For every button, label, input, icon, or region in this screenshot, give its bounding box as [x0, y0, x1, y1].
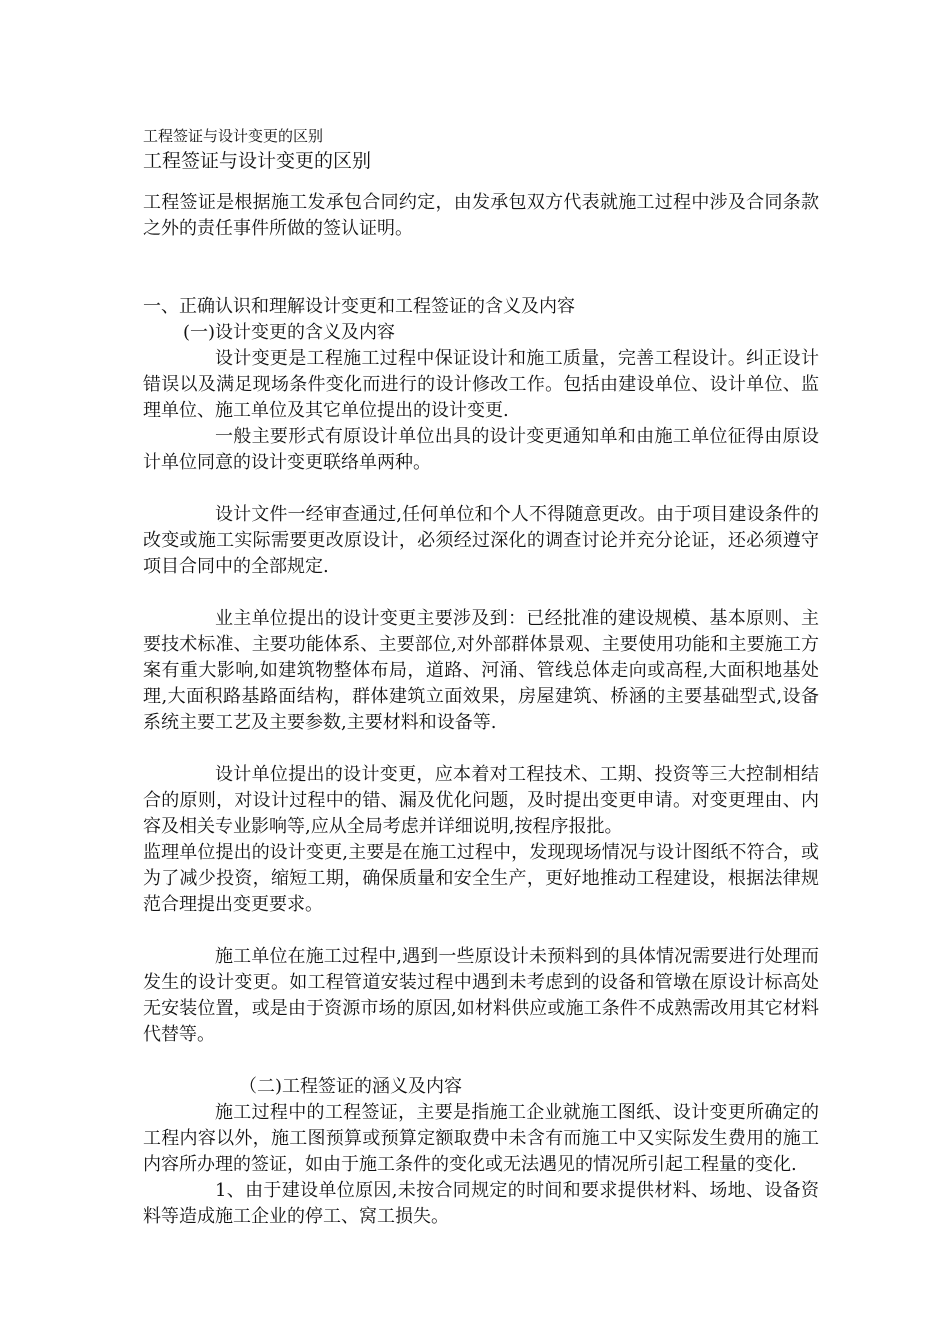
paragraph-3: 设计文件一经审查通过,任何单位和个人不得随意更改。由于项目建设条件的改变或施工实际需要更改原设计，必须经过深化的调查讨论并充分论证，还必须遵守项目合同中的全部规定.: [143, 504, 819, 577]
subsection2-heading: （二)工程签证的涵义及内容: [239, 1076, 463, 1097]
subsection1-heading: (一)设计变更的含义及内容: [183, 322, 396, 343]
paragraph-9: 1、由于建设单位原因,未按合同规定的时间和要求提供材料、场地、设备资料等造成施工企业的停工、窝工损失。: [143, 1180, 819, 1227]
paragraph-5: 设计单位提出的设计变更，应本着对工程技术、工期、投资等三大控制相结合的原则，对设计过程中的错、漏及优化问题，及时提出变更申请。对变更理由、内容及相关专业影响等,应从全局考虑并详细说明,按程序报批。: [143, 764, 819, 837]
doc-title: 工程签证与设计变更的区别: [143, 150, 372, 172]
paragraph-4: 业主单位提出的设计变更主要涉及到：已经批准的建设规模、基本原则、主要技术标准、主要功能体系、主要部位,对外部群体景观、主要使用功能和主要施工方案有重大影响,如建筑物整体布局，道路、河涌、管线总体走向或高程,大面积地基处理,大面积路基路面结构，群体建筑立面效果，房屋建筑、桥涵的主要基础型式,设备系统主要工艺及主要参数,主要材料和设备等.: [143, 608, 819, 733]
doc-small-title: 工程签证与设计变更的区别: [143, 127, 324, 145]
paragraph-8: 施工过程中的工程签证，主要是指施工企业就施工图纸、设计变更所确定的工程内容以外，施工图预算或预算定额取费中未含有而施工中又实际发生费用的施工内容所办理的签证，如由于施工条件的变化或无法遇见的情况所引起工程量的变化.: [143, 1102, 819, 1175]
paragraph-2: 一般主要形式有原设计单位出具的设计变更通知单和由施工单位征得由原设计单位同意的设计变更联络单两种。: [143, 426, 819, 473]
spacer: [143, 580, 819, 606]
spacer: [143, 736, 819, 762]
document-page: [143, 126, 819, 1230]
spacer: [143, 242, 819, 294]
paragraph-7: 施工单位在施工过程中,遇到一些原设计未预料到的具体情况需要进行处理而发生的设计变更。如工程管道安装过程中遇到未考虑到的设备和管墩在原设计标高处无安装位置，或是由于资源市场的原因,如材料供应或施工条件不成熟需改用其它材料代替等。: [143, 946, 819, 1045]
paragraph-1: 设计变更是工程施工过程中保证设计和施工质量，完善工程设计。纠正设计错误以及满足现场条件变化而进行的设计修改工作。包括由建设单位、设计单位、监理单位、施工单位及其它单位提出的设计变更.: [143, 348, 819, 421]
paragraph-6: 监理单位提出的设计变更,主要是在施工过程中，发现现场情况与设计图纸不符合，或为了减少投资，缩短工期，确保质量和安全生产，更好地推动工程建设，根据法律规范合理提出变更要求。: [143, 842, 819, 915]
intro-paragraph: 工程签证是根据施工发承包合同约定，由发承包双方代表就施工过程中涉及合同条款之外的责任事件所做的签认证明。: [143, 192, 819, 239]
section1-heading: 一、正确认识和理解设计变更和工程签证的含义及内容: [143, 296, 575, 317]
spacer: [143, 1048, 819, 1074]
spacer: [143, 918, 819, 944]
spacer: [143, 476, 819, 502]
